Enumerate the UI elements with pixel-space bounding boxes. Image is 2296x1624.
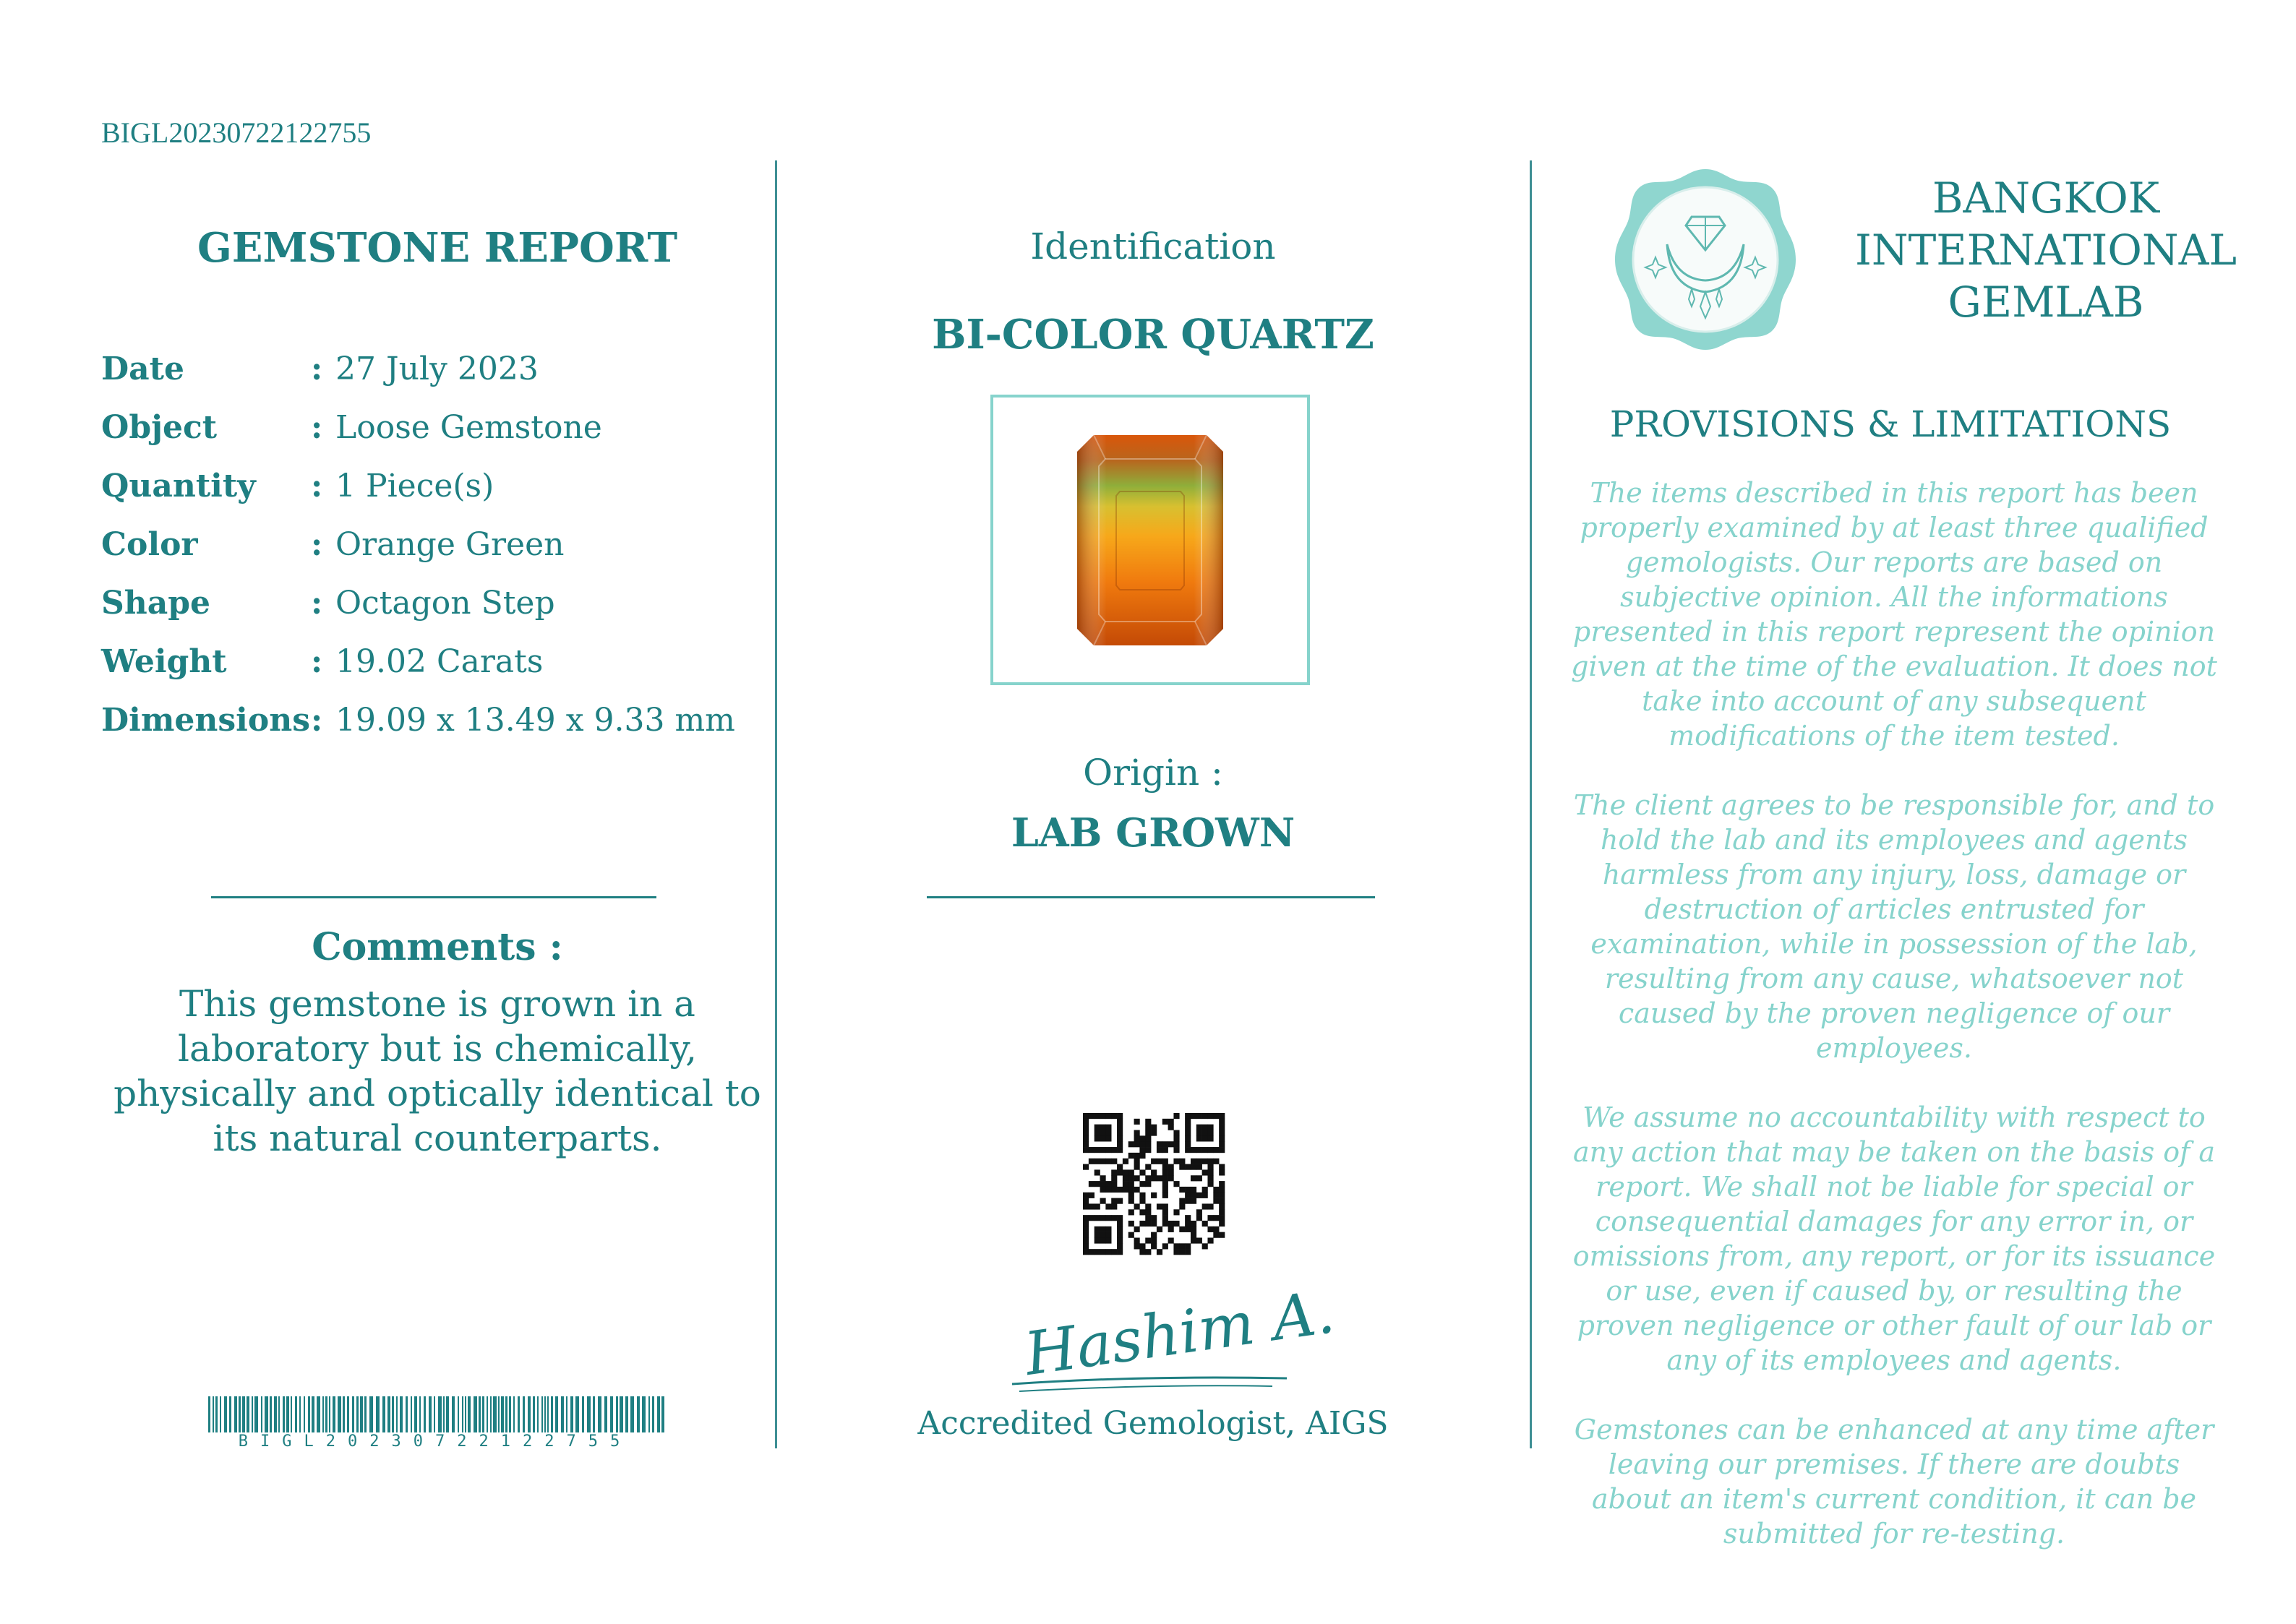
left-divider	[211, 896, 656, 898]
provisions-title: PROVISIONS & LIMITATIONS	[1609, 403, 2172, 445]
column-divider-right	[1530, 160, 1532, 1448]
middle-divider	[927, 896, 1375, 898]
lab-seal-logo	[1611, 165, 1800, 354]
gemstone-image	[993, 398, 1307, 682]
detail-row-weight	[101, 632, 752, 691]
provision-paragraph: Gemstones can be enhanced at any time after leaving our premises. If there are doubts about an item's current condition, it can be submitted for re-testing.	[1574, 1414, 2214, 1550]
origin-label: Origin :	[1083, 752, 1223, 794]
detail-label: Shape	[101, 585, 211, 622]
report-number: BIGL20230722122755	[101, 116, 372, 149]
detail-row-dimensions	[101, 691, 752, 749]
detail-label: Date	[101, 351, 184, 387]
comments-text: This gemstone is grown in a laboratory but is chemically, physically and optically identical to its natural counterparts.	[113, 983, 761, 1159]
provision-paragraph: The client agrees to be responsible for, and to hold the lab and its employees and agents harmless from any injury, loss, damage or destruction of articles entrusted for examination, while in possession of the lab, resulting from any cause, whatsoever not caused by the proven negligence of our employees.	[1573, 789, 2215, 1064]
detail-row-date	[101, 340, 752, 398]
detail-row-color	[101, 515, 752, 574]
provisions-text	[1569, 476, 2219, 1586]
detail-colon: :	[311, 702, 323, 739]
detail-row-shape	[101, 574, 752, 632]
gemstone-photo-frame	[990, 395, 1310, 685]
signature	[998, 1278, 1339, 1399]
detail-value: Orange Green	[335, 526, 565, 563]
comments-title: Comments :	[312, 925, 563, 969]
provision-paragraph: We assume no accountability with respect to any action that may be taken on the basis of a report. We shall not be liable for special or consequential damages for any error in, or omissions from, any report, or for its issuance or use, even if caused by, or resulting the proven negligence or other fault of our lab or any of its employees and agents.	[1572, 1101, 2216, 1376]
details-table	[101, 340, 752, 749]
detail-colon: :	[311, 526, 323, 563]
lab-name-line: GEMLAB	[1948, 278, 2144, 327]
detail-value: Octagon Step	[335, 585, 555, 622]
detail-label: Weight	[101, 643, 227, 680]
detail-row-quantity	[101, 457, 752, 515]
detail-colon: :	[311, 585, 323, 622]
detail-label: Object	[101, 409, 218, 446]
detail-value: 19.02 Carats	[335, 643, 544, 680]
detail-colon: :	[311, 643, 323, 680]
identification-value: BI-COLOR QUARTZ	[932, 311, 1374, 358]
detail-label: Dimensions	[101, 702, 311, 739]
report-title: GEMSTONE REPORT	[197, 224, 678, 272]
detail-colon: :	[311, 468, 323, 504]
detail-label: Quantity	[101, 468, 256, 504]
detail-value: 19.09 x 13.49 x 9.33 mm	[335, 702, 735, 739]
column-divider-left	[775, 160, 777, 1448]
detail-label: Color	[101, 526, 198, 563]
lab-name-line: INTERNATIONAL	[1854, 225, 2237, 275]
lab-name	[1851, 172, 2241, 328]
detail-row-object	[101, 398, 752, 457]
detail-colon: :	[311, 351, 323, 387]
barcode	[208, 1396, 662, 1432]
origin-value: LAB GROWN	[1011, 809, 1295, 856]
detail-colon: :	[311, 409, 323, 446]
provision-paragraph: The items described in this report has been properly examined by at least three qualified gemologists. Our reports are based on subjective opinion. All the informations presented in this report represent the opinion given at the time of the evaluation. It does not take into account of any subsequent modifications of the item tested.	[1571, 477, 2217, 752]
detail-value: 27 July 2023	[335, 351, 539, 387]
detail-value: Loose Gemstone	[335, 409, 602, 446]
signer-title: Accredited Gemologist, AIGS	[917, 1405, 1389, 1442]
qr-code	[1083, 1113, 1225, 1255]
identification-label: Identification	[1030, 225, 1276, 267]
detail-value: 1 Piece(s)	[335, 468, 494, 504]
barcode-number: BIGL20230722122755	[238, 1432, 633, 1451]
lab-name-line: BANGKOK	[1932, 173, 2160, 223]
signature-text: Hashim A.	[1020, 1278, 1339, 1390]
